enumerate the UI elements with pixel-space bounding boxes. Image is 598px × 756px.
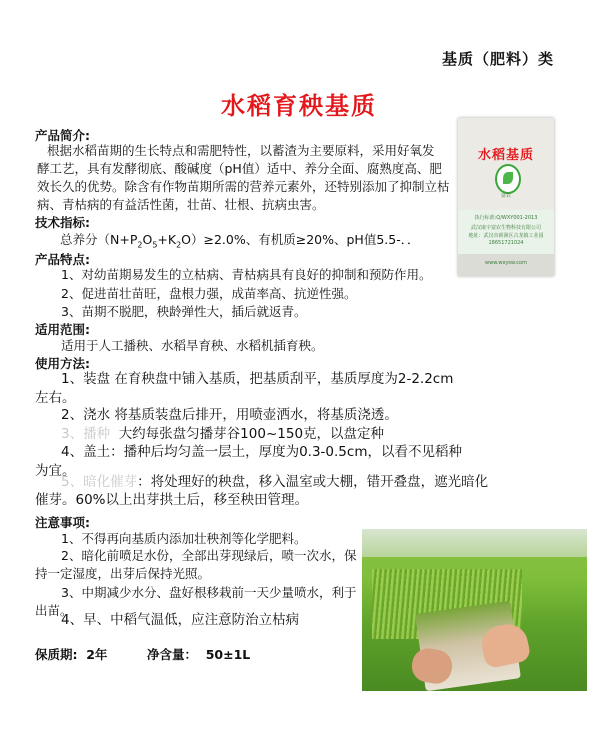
usage-step-5 [61, 473, 488, 492]
note-3-cont: 出苗。 [35, 603, 73, 618]
bag-standard: 执行标准:Q/WXY001-2013 [474, 215, 538, 221]
spec-line [60, 231, 419, 255]
spec-mid-o: O [142, 232, 153, 247]
usage-step-3 [61, 425, 384, 444]
spec-sub-p: 2 [137, 240, 143, 250]
note-4: 4、早、中稻气温低，应注意防治立枯病 [61, 612, 300, 628]
page-title: 水稻育秧基质 [221, 92, 377, 120]
usage-step-1: 1、装盘 在育秧盘中铺入基质，把基质刮平，基质厚度为2-2.2cm [61, 371, 454, 387]
shelf-life [35, 645, 107, 663]
note-3: 3、中期减少水分、盘好根移栽前一天少量喷水，利于 [61, 585, 357, 600]
feature-item-2: 2、促进苗壮苗旺，盘根力强，成苗率高、抗逆性强。 [61, 286, 357, 301]
bag-maker: 武汉康宇富农生物科技有限公司 [470, 225, 541, 231]
spec-sub-5: 5 [152, 240, 158, 250]
spec-suffix: O）≥2.0%、有机质≥20%、pH值5.5-．． [181, 232, 420, 247]
feature-item-1: 1、对幼苗期易发生的立枯病、青枯病具有良好的抑制和预防作用。 [61, 267, 432, 282]
usage-step-1-cont: 左右。 [35, 390, 76, 406]
intro-line-4: 病、青枯病的有益活性菌，壮苗、壮根、抗病虫害。 [37, 197, 325, 212]
feature-item-3: 3、苗期不脱肥，秧龄弹性大，插后就返青。 [61, 304, 307, 319]
usage-step-5-cont: 催芽。60%以上出芽拱土后，移至秧田管理。 [35, 492, 309, 508]
note-1: 1、不得再向基质内添加壮秧剂等化学肥料。 [61, 531, 307, 546]
spec-sub-k: 2 [176, 240, 182, 250]
features-heading: 产品特点: [35, 252, 90, 267]
category-label: 基质（肥料）类 [441, 50, 554, 68]
intro-line-2: 酵工艺，具有发酵彻底、酸碱度（pH值）适中、养分全面、腐熟度高、肥 [37, 161, 442, 176]
usage-step-2: 2、浇水 将基质装盘后排开，用喷壶洒水，将基质浇透。 [61, 407, 398, 423]
net-content-value: 50±1L [205, 647, 251, 662]
bag-phone: 18651721024 [488, 240, 524, 246]
seedling-photo [362, 529, 587, 691]
bag-address: 地址：武汉市新洲区古龙镇工业园 [468, 233, 544, 239]
bag-title: 水稻基质 [477, 148, 534, 163]
usage-step-5-text: ：将处理好的秧盘，移入温室或大棚，错开叠盘，遮光暗化 [137, 474, 489, 490]
bag-website: www.wxysw.com [485, 260, 527, 266]
bag-brand: 富农 [500, 193, 511, 199]
usage-step-4: 4、盖土：播种后均匀盖一层土，厚度为0.3-0.5cm，以看不见稻种 [61, 444, 462, 460]
scope-heading: 适用范围: [35, 322, 90, 337]
note-2-cont: 持一定湿度，出芽后保持光照。 [35, 566, 211, 581]
spec-prefix: 总养分（N+P [60, 232, 138, 247]
note-2: 2、暗化前喷足水份，全部出芽现绿后，喷一次水，保 [61, 548, 357, 563]
intro-heading: 产品简介: [35, 128, 90, 143]
usage-step-4-cont: 为宜。 [35, 463, 76, 479]
scope-text: 适用于人工播秧、水稻旱育秧、水稻机插育秧。 [61, 338, 324, 353]
intro-line-1: 根据水稻苗期的生长特点和需肥特性，以蓄渣为主要原料，采用好氧发 [47, 143, 435, 158]
product-bag-image [458, 118, 554, 276]
net-content [147, 645, 250, 663]
usage-heading: 使用方法: [35, 356, 90, 371]
greenhouse-roof [362, 529, 587, 557]
spec-mid-k: +K [157, 232, 177, 247]
intro-line-3: 效长久的优势。除含有作物苗期所需的营养元素外，还特别添加了抑制立枯 [37, 179, 450, 194]
brand-logo-icon [495, 164, 521, 194]
usage-step-3-label: 3、播种 [61, 426, 111, 442]
notes-heading: 注意事项: [35, 515, 90, 530]
usage-step-3-text: 大约每张盘匀播芽谷100~150克，以盘定种 [118, 426, 385, 442]
shelf-life-value: 2年 [86, 647, 108, 662]
net-content-label: 净含量： [147, 647, 198, 662]
usage-step-5-label: 5、暗化催芽 [61, 474, 138, 490]
shelf-life-label: 保质期: [35, 647, 78, 662]
spec-heading: 技术指标: [35, 215, 90, 230]
